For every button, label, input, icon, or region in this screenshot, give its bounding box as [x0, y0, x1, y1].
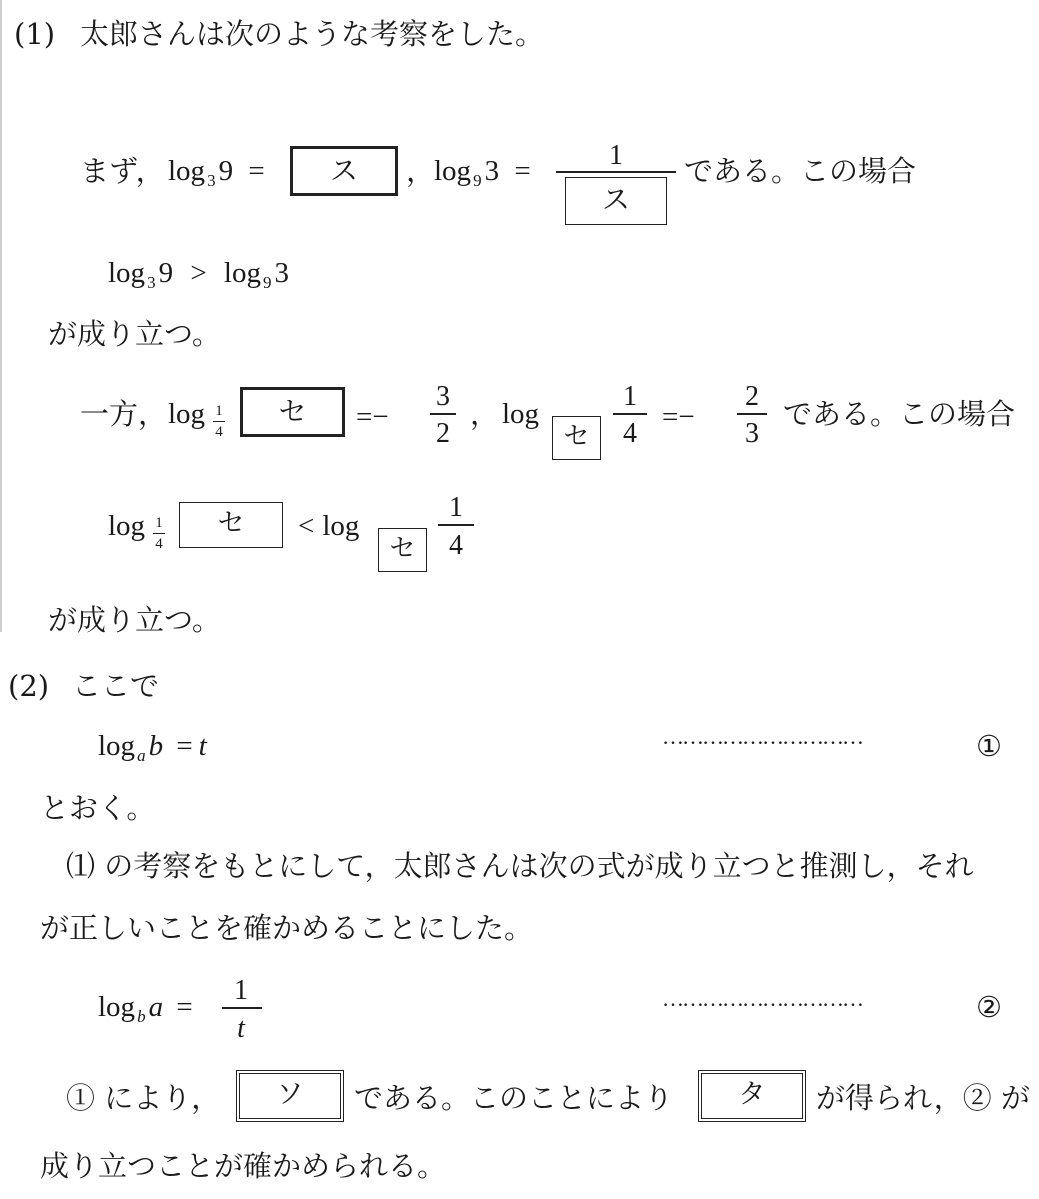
- line2-v2-den: 3: [745, 418, 759, 449]
- line2-v1-bar: [430, 413, 456, 415]
- part2-intro: ここで: [72, 669, 160, 703]
- answer-box-su[interactable]: ス: [290, 146, 398, 196]
- line2-v1-num: 3: [436, 381, 450, 412]
- line2-sep: ，: [470, 397, 500, 431]
- ineq2-op-log: < log: [298, 510, 360, 542]
- line2-arg-den: 4: [623, 418, 637, 449]
- line2-arg-bar: [613, 413, 647, 415]
- equation-2-bar: [222, 1007, 262, 1009]
- line1-fraction-bar: [556, 171, 676, 173]
- part2-label: (2): [8, 669, 50, 703]
- part1-label: (1): [14, 17, 56, 51]
- left-margin-line: [0, 0, 2, 632]
- line1-suffix: である。この場合: [684, 154, 917, 188]
- line2-log2: log: [502, 398, 540, 430]
- ineq2-arg-bar: [438, 524, 474, 526]
- final-text-3: が得られ，② が: [816, 1081, 1030, 1115]
- equation-2-numerator: 1: [234, 975, 248, 1006]
- answer-box-so[interactable]: ソ: [236, 1070, 344, 1122]
- holds1: が成り立つ。: [48, 317, 221, 351]
- line2-v1-den: 2: [436, 418, 450, 449]
- inequality1: log $_3$ 9 > log $_9$ 3: [108, 257, 289, 292]
- line2-eq1: =−: [356, 401, 389, 433]
- equation-2-leader: …………………………: [662, 986, 862, 1011]
- line1-numerator: 1: [609, 140, 623, 171]
- final-text-2: である。このことにより: [354, 1081, 674, 1115]
- line2-base-num: 1: [215, 403, 223, 419]
- ineq2-base-bar: [153, 533, 165, 534]
- answer-box-ta[interactable]: タ: [698, 1070, 806, 1122]
- answer-box-se-ineq-base[interactable]: セ: [378, 528, 427, 572]
- answer-box-su-denominator[interactable]: ス: [565, 177, 667, 225]
- line1-prefix: まず，: [80, 154, 165, 188]
- line1-sep: ，: [406, 154, 436, 188]
- line2-arg-num: 1: [623, 381, 637, 412]
- holds2: が成り立つ。: [48, 603, 221, 637]
- line2-eq2: =−: [662, 401, 695, 433]
- ineq2-base-den: 4: [155, 536, 163, 552]
- line2-suffix: である。この場合: [783, 397, 1016, 431]
- equation-2-marker: ②: [976, 990, 1002, 1024]
- answer-box-se-ineq[interactable]: セ: [179, 502, 283, 548]
- equation-1: log $_a$ b = t: [98, 730, 207, 765]
- line2-base-bar: [213, 421, 225, 422]
- part2-paragraph-line2: が正しいことを確かめることにした。: [40, 911, 534, 945]
- part1-intro: 太郎さんは次のような考察をした。: [80, 17, 545, 51]
- line2-v2-bar: [737, 413, 767, 415]
- equation-1-leader: …………………………: [662, 724, 862, 749]
- line2-v2-num: 2: [745, 381, 759, 412]
- equation-1-marker: ①: [976, 729, 1002, 763]
- ineq2-arg-den: 4: [449, 530, 463, 561]
- final-text-4: 成り立つことが確かめられる。: [40, 1149, 447, 1183]
- part2-oku: とおく。: [40, 791, 156, 825]
- final-text-1: ① により，: [66, 1081, 221, 1115]
- line1-log-b: log $_9$ 3 =: [434, 155, 531, 190]
- answer-box-se[interactable]: セ: [240, 387, 345, 437]
- equation-2-denominator: t: [237, 1013, 245, 1044]
- ineq2-arg-num: 1: [449, 492, 463, 523]
- line2-log: log: [168, 398, 206, 430]
- answer-box-se-base[interactable]: セ: [552, 416, 601, 460]
- equation-2: log $_b$ a =: [98, 991, 193, 1026]
- line2-prefix: 一方，: [80, 397, 168, 431]
- ineq2-log1: log: [108, 510, 146, 542]
- part2-paragraph-line1: ⑴ の考察をもとにして，太郎さんは次の式が成り立つと推測し，それ: [66, 849, 974, 883]
- line2-base-den: 4: [215, 424, 223, 440]
- ineq2-base-num: 1: [155, 515, 163, 531]
- line1-log-a: log $_3$ 9 =: [168, 155, 265, 190]
